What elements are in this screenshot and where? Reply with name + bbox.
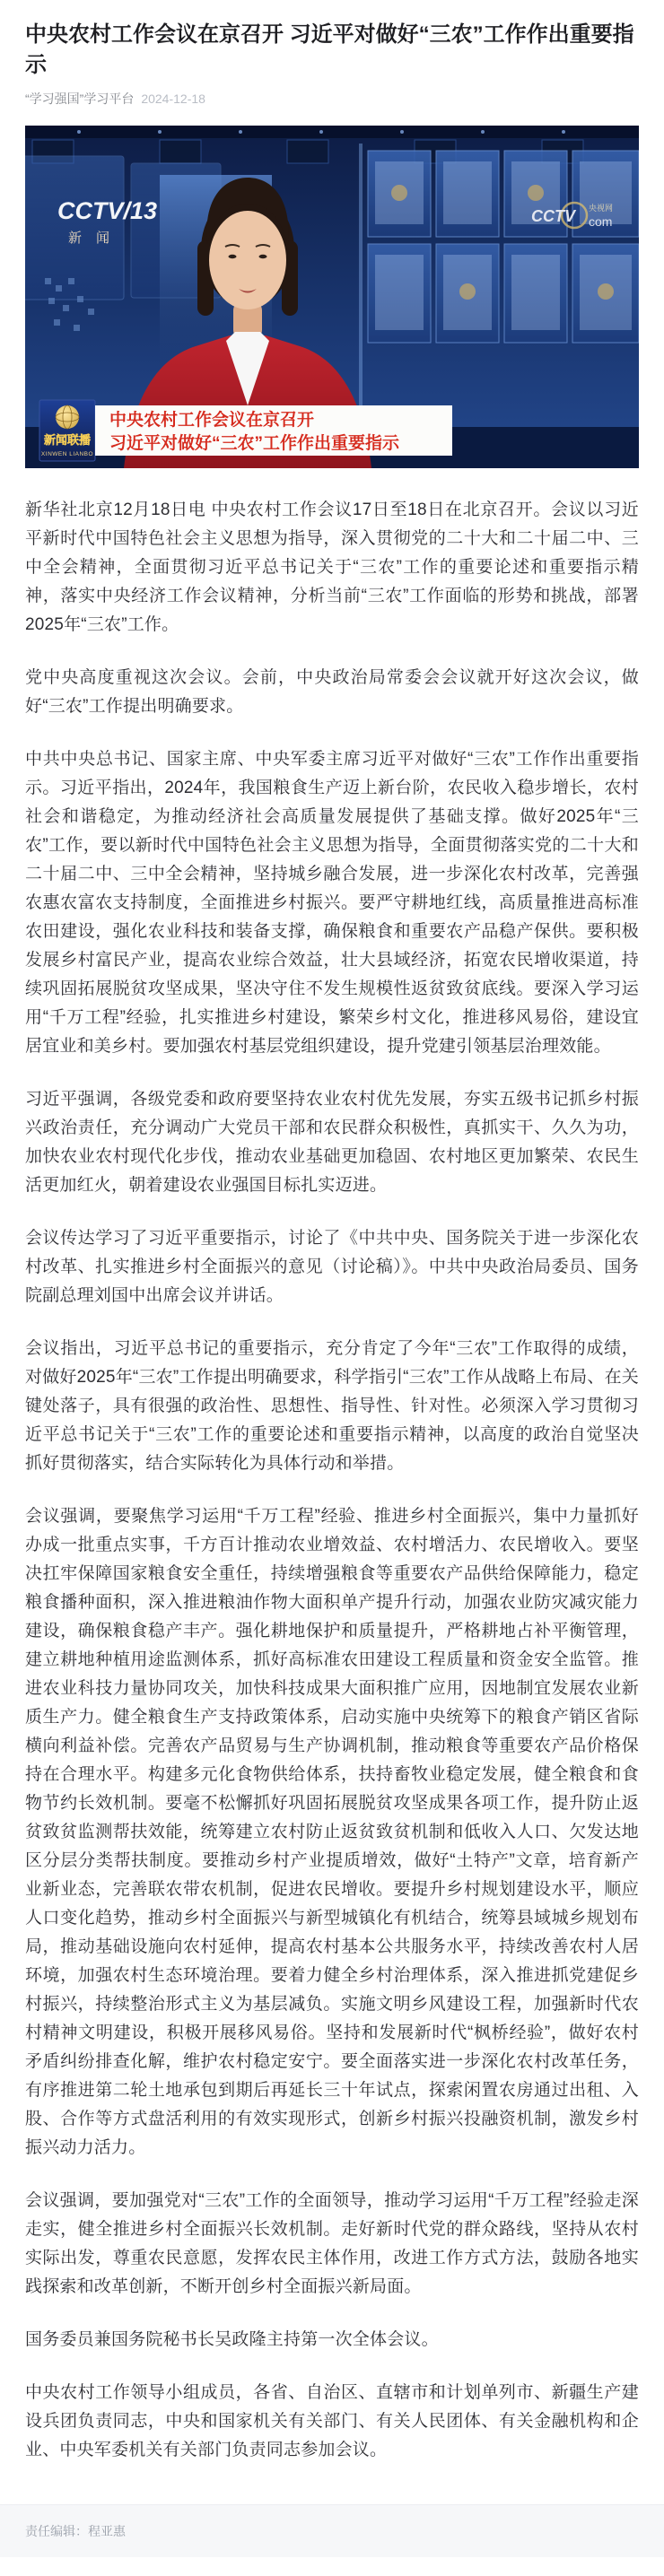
article-meta <box>25 86 639 120</box>
article-paragraph: 会议传达学习了习近平重要指示，讨论了《中共中央、国务院关于进一步深化农村改革、扎实推进乡村全面振兴的意见（讨论稿）》。中共中央政治局委员、国务院副总理刘国中出席会议并讲话。 <box>25 1229 639 1305</box>
editor-label: 责任编辑：程亚惠 <box>25 2524 126 2538</box>
article-paragraph: 会议强调，要加强党对“三农”工作的全面领导，推动学习运用“千万工程”经验走深走实，健全推进乡村全面振兴长效机制。走好新时代党的群众路线，坚持从农村实际出发，尊重农民意愿，发挥农民主体作用，改进工作方式方法，鼓励各地实践探索和改革创新，不断开创乡村全面振兴新局面。 <box>25 2191 639 2296</box>
article-paragraph: 中共中央总书记、国家主席、中央军委主席习近平对做好“三农”工作作出重要指示。习近平指出，2024年，我国粮食生产迈上新台阶，农民收入稳步增长，农村社会和谐稳定，为推动经济社会高质量发展提供了基础支撑。做好2025年“三农”工作，要以新时代中国特色社会主义思想为指导，全面贯彻落实党的二十大和二十届二中、三中全会精神，坚持城乡融合发展，进一步深化农村改革，完善强农惠农富农支持制度，全面推进乡村振兴。要严守耕地红线，高质量推进高标准农田建设，强化农业科技和装备支撑，确保粮食和重要农产品稳产保供。要积极发展乡村富民产业，提高农业综合效益，壮大县域经济，拓宽农民增收渠道，持续巩固拓展脱贫攻坚成果，坚决守住不发生规模性返贫致贫底线。要深入学习运用“千万工程”经验，扎实推进乡村建设，繁荣乡村文化，推进移风易俗，建设宜居宜业和美乡村。要加强农村基层党组织建设，提升党建引领基层治理效能。 <box>25 750 639 1056</box>
cctv13-logo-text: CCTV/13 <box>57 197 158 224</box>
caption-line2: 习近平对做好“三农”工作作出重要指示 <box>109 434 400 453</box>
article-paragraph: 会议指出，习近平总书记的重要指示，充分肯定了今年“三农”工作取得的成绩，对做好2025年“三农”工作提出明确要求，科学指引“三农”工作从战略上布局、在关键处落子，具有很强的政治性、思想性、指导性、针对性。必须深入学习贯彻习近平总书记关于“三农”工作的重要论述和重要指示精神，以高度的政治自觉坚决抓好贯彻落实，结合实际转化为具体行动和举措。 <box>25 1339 639 1473</box>
article-paragraph: 习近平强调，各级党委和政府要坚持农业农村优先发展，夯实五级书记抓乡村振兴政治责任，充分调动广大党员干部和农民群众积极性，真抓实干、久久为功，加快农业农村现代化步伐，推动农业基础更加稳固、农村地区更加繁荣、农民生活更加红火，朝着建设农业强国目标扎实迈进。 <box>25 1090 639 1195</box>
cctv13-logo-sub: 新闻 <box>68 231 125 246</box>
caption-banner <box>95 405 452 456</box>
article-paragraph: 国务委员兼国务院秘书长吴政隆主持第一次全体会议。 <box>25 2330 439 2349</box>
article-paragraph: 中央农村工作领导小组成员，各省、自治区、直辖市和计划单列市、新疆生产建设兵团负责同志，中央和国家机关有关部门、有关人民团体、有关金融机构和企业、中央军委机关有关部门负责同志参加会议。 <box>25 2383 639 2459</box>
article-body <box>25 496 639 2465</box>
publish-date: 2024-12-18 <box>141 91 205 106</box>
article-paragraph: 新华社北京12月18日电 中央农村工作会议17日至18日在北京召开。会议以习近平新时代中国特色社会主义思想为指导，深入贯彻党的二十大和二十届二中、三中全会精神，全面贯彻习近平总书记关于“三农”工作的重要论述和重要指示精神，落实中央经济工作会议精神，分析当前“三农”工作面临的形势和挑战，部署2025年“三农”工作。 <box>25 500 639 634</box>
globe-icon <box>56 405 79 429</box>
article-paragraph: 会议强调，要聚焦学习运用“千万工程”经验、推进乡村全面振兴，集中力量抓好办成一批重点实事，千方百计推动农业增效益、农村增活力、农民增收入。要坚决扛牢保障国家粮食安全重任，持续增强粮食等重要农产品供给保障能力，稳定粮食播种面积，深入推进粮油作物大面积单产提升行动，加强农业防灾减灾能力建设，确保粮食稳产丰产。强化耕地保护和质量提升，严格耕地占补平衡管理，建立耕地种植用途监测体系，抓好高标准农田建设工程质量和资金安全监管。推进农业科技力量协同攻关，加快科技成果大面积推广应用，因地制宜发展农业新质生产力。健全粮食生产支持政策体系，启动实施中央统筹下的粮食产销区省际横向利益补偿。完善农产品贸易与生产协调机制，推动粮食等重要农产品价格保持在合理水平。构建多元化食物供给体系，扶持畜牧业稳定发展，健全粮食和食物节约长效机制。要毫不松懈抓好巩固拓展脱贫攻坚成果各项工作，提升防止返贫致贫监测帮扶效能，统筹建立农村防止返贫致贫机制和低收入人口、欠发达地区分层分类帮扶制度。要推动乡村产业提质增效，做好“土特产”文章，培育新产业新业态，完善联农带农机制，促进农民增收。要提升乡村规划建设水平，顺应人口变化趋势，推动乡村全面振兴与新型城镇化有机结合，统筹县域城乡规划布局，推动基础设施向农村延伸，提高农村基本公共服务水平，持续改善农村人居环境，加强农村生态环境治理。要着力健全乡村治理体系，深入推进抓党建促乡村振兴，持续整治形式主义为基层减负。实施文明乡风建设工程，加强新时代农村精神文明建设，积极开展移风易俗。坚持和发展新时代“枫桥经验”，做好农村矛盾纠纷排查化解，维护农村稳定安宁。要全面落实进一步深化农村改革任务，有序推进第二轮土地承包到期后再延长三十年试点，探索闲置农房通过出租、入股、合作等方式盘活利用的有效实现形式，创新乡村振兴投融资机制，激发乡村振兴动力活力。 <box>25 1507 639 2157</box>
cctvcom-logo-cn: 央视网 <box>589 204 614 213</box>
page-title: 中央农村工作会议在京召开 习近平对做好“三农”工作作出重要指示 <box>25 22 634 77</box>
cctvcom-logo-com: com <box>589 214 613 229</box>
source-name: “学习强国”学习平台 <box>25 91 135 106</box>
article-paragraph: 党中央高度重视这次会议。会前，中央政治局常委会会议就开好这次会议，做好“三农”工作提出明确要求。 <box>25 668 639 716</box>
badge-title: 新闻联播 <box>43 433 92 447</box>
news-still-graphic <box>25 126 639 468</box>
cctvcom-logo <box>531 203 613 229</box>
badge-subtitle: XINWEN LIANBO <box>40 451 94 457</box>
cctvcom-logo-cctv: CCTV <box>531 207 575 225</box>
article-footer <box>0 2504 664 2557</box>
xinwen-lianbo-badge <box>39 400 95 461</box>
caption-line1: 中央农村工作会议在京召开 <box>109 411 315 430</box>
news-video-still <box>25 126 639 468</box>
